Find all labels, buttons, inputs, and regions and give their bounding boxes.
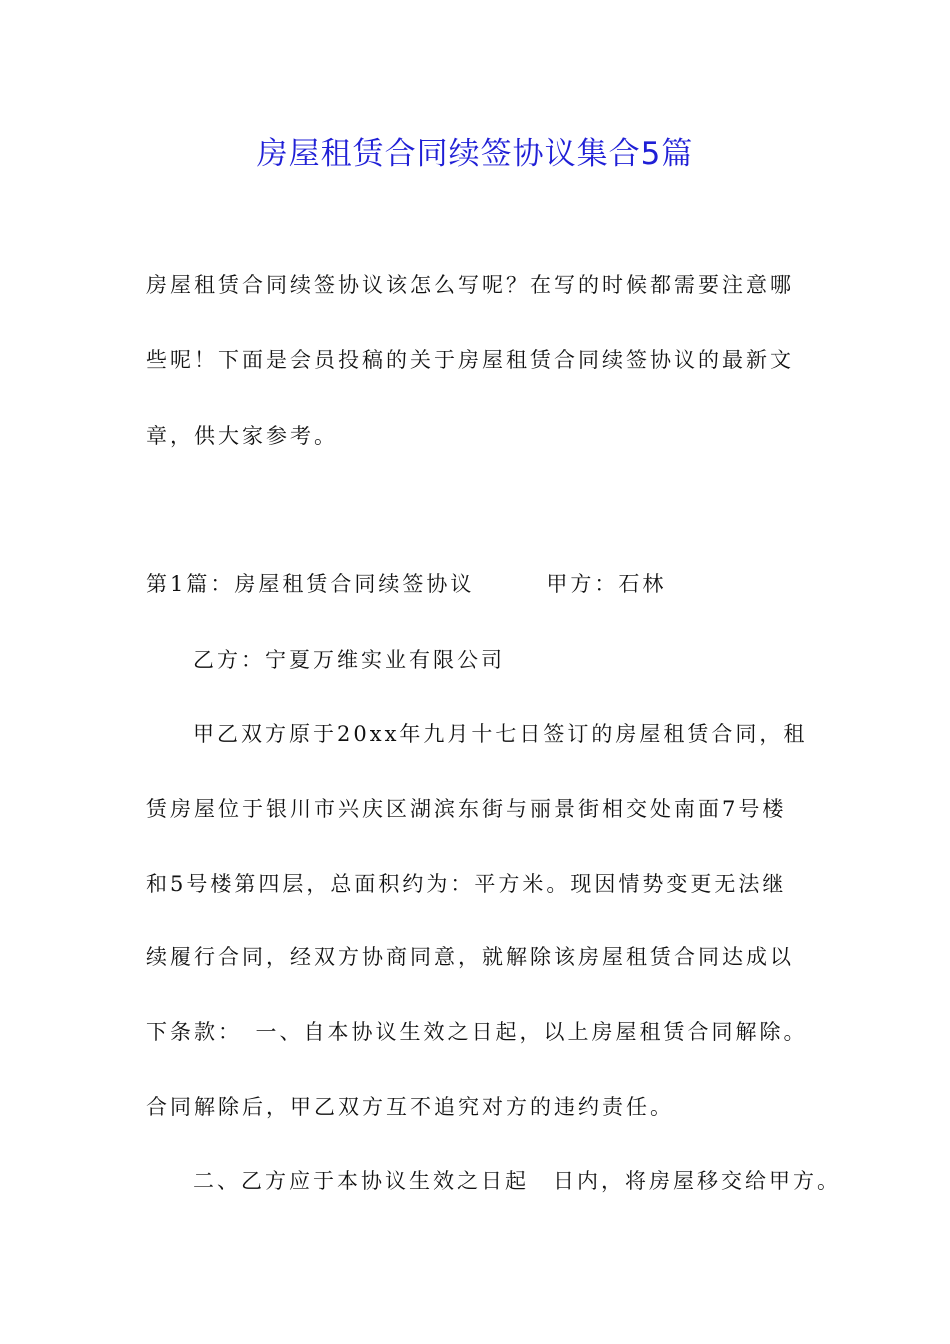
party-b-line: 乙方：宁夏万维实业有限公司 (193, 648, 505, 672)
intro-line: 些呢！下面是会员投稿的关于房屋租赁合同续签协议的最新文 (146, 348, 794, 372)
body-line: 和5号楼第四层，总面积约为：平方米。现因情势变更无法继 (146, 872, 787, 896)
section-heading: 第1篇：房屋租赁合同续签协议 甲方：石林 (146, 572, 667, 596)
body-line: 赁房屋位于银川市兴庆区湖滨东街与丽景街相交处南面7号楼 (146, 797, 787, 821)
body-line: 续履行合同，经双方协商同意，就解除该房屋租赁合同达成以 (146, 945, 794, 969)
document-title: 房屋租赁合同续签协议集合5篇 (256, 136, 694, 172)
body-line: 合同解除后，甲乙双方互不追究对方的违约责任。 (146, 1095, 674, 1119)
intro-line: 章，供大家参考。 (146, 424, 338, 448)
body-line: 下条款： 一、自本协议生效之日起，以上房屋租赁合同解除。 (146, 1020, 808, 1044)
intro-line: 房屋租赁合同续签协议该怎么写呢？在写的时候都需要注意哪 (146, 273, 794, 297)
body-line: 甲乙双方原于20xx年九月十七日签订的房屋租赁合同，租 (193, 722, 808, 746)
clause-line: 二、乙方应于本协议生效之日起 日内，将房屋移交给甲方。 (193, 1169, 841, 1193)
